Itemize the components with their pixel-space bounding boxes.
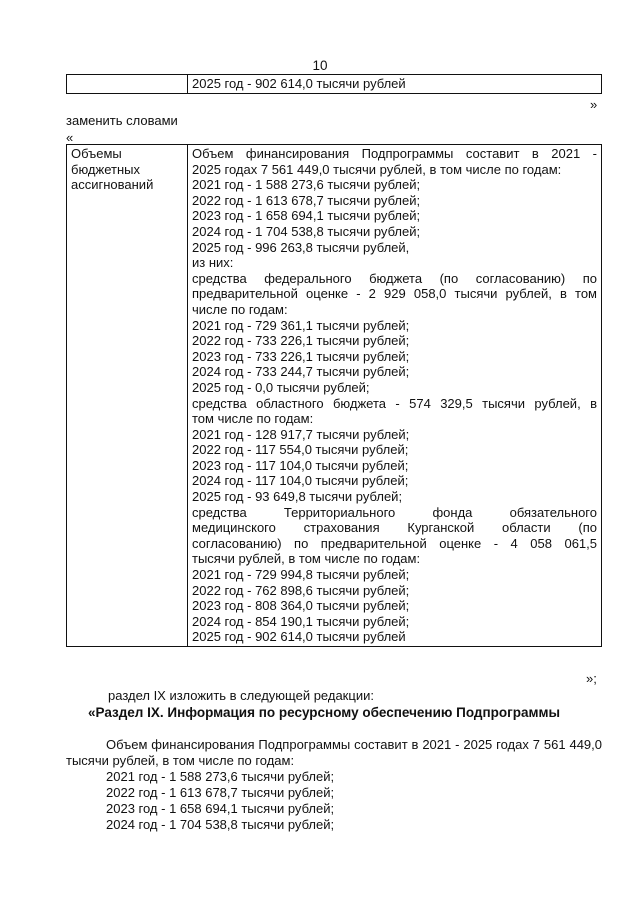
table-content-line: 2024 год - 733 244,7 тысячи рублей; [192, 364, 410, 380]
table-content-line: 2025 год - 93 649,8 тысячи рублей; [192, 489, 403, 505]
table-content-line: 2021 год - 128 917,7 тысячи рублей; [192, 426, 410, 442]
table-content-line: числе по годам: [192, 301, 288, 317]
table-content-line: 2025 год - 996 263,8 тысячи рублей, [192, 239, 410, 255]
closing-quote-semicolon: »; [586, 671, 597, 686]
list-item: 2023 год - 1 658 694,1 тысячи рублей; [106, 801, 335, 816]
table-content-line: согласованию) по предварительной оценке - 4 058 061,5 [192, 535, 597, 551]
budget-allocation-table [66, 144, 602, 647]
table-row [67, 75, 602, 94]
table-cell: 2025 год - 902 614,0 тысячи рублей [188, 75, 602, 94]
table-content-line: том числе по годам: [192, 411, 314, 427]
table-content-line: медицинского страхования Курганской области (по [192, 520, 597, 536]
table-content-line: 2025 год - 902 614,0 тысячи рублей [192, 629, 406, 645]
table-row [67, 145, 602, 647]
table-label-line: Объемы [71, 146, 122, 161]
opening-quote: « [66, 130, 74, 145]
table-content-line: из них: [192, 255, 234, 271]
table-content-line: 2022 год - 733 226,1 тысячи рублей; [192, 333, 410, 349]
table-content-line: 2021 год - 729 994,8 тысячи рублей; [192, 567, 410, 583]
table-content-line: 2022 год - 762 898,6 тысячи рублей; [192, 582, 410, 598]
table-content-line: средства федерального бюджета (по согласованию) по [192, 270, 597, 286]
table-cell-content [188, 145, 602, 647]
body-items-list [66, 769, 602, 833]
replace-words-text: заменить словами [66, 113, 178, 128]
table-content-line: 2021 год - 729 361,1 тысячи рублей; [192, 317, 410, 333]
table-content-line: 2022 год - 1 613 678,7 тысячи рублей; [192, 192, 421, 208]
body-paragraph: Объем финансирования Подпрограммы составит в 2021 - 2025 годах 7 561 449,0 тысячи рублей, в том числе по годам: [66, 737, 602, 768]
table-content-line: 2024 год - 1 704 538,8 тысячи рублей; [192, 223, 421, 239]
table-content-line: 2023 год - 808 364,0 тысячи рублей; [192, 598, 410, 614]
table-cell-label [67, 145, 188, 647]
section-heading: «Раздел IX. Информация по ресурсному обеспечению Подпрограммы [88, 705, 561, 720]
section-body [66, 737, 602, 833]
list-item: 2021 год - 1 588 273,6 тысячи рублей; [106, 769, 335, 784]
table-content-line: 2023 год - 1 658 694,1 тысячи рублей; [192, 208, 421, 224]
table-cell-empty [67, 75, 188, 94]
table-content-line: 2024 год - 117 104,0 тысячи рублей; [192, 473, 409, 489]
table-content-line: 2023 год - 117 104,0 тысячи рублей; [192, 457, 409, 473]
table-label-line: бюджетных [71, 161, 140, 177]
table-label-line: ассигнований [71, 177, 154, 193]
table-content-line: 2023 год - 733 226,1 тысячи рублей; [192, 348, 410, 364]
table-content-line: 2025 год - 0,0 тысячи рублей; [192, 379, 370, 395]
table-content-line: 2021 год - 1 588 273,6 тысячи рублей; [192, 177, 421, 193]
instruction-text: раздел IX изложить в следующей редакции: [108, 688, 374, 703]
table-content-line: 2024 год - 854 190,1 тысячи рублей; [192, 613, 410, 629]
table-content-line: Объем финансирования Подпрограммы составит в 2021 - [192, 146, 597, 161]
table-content-line: средства областного бюджета - 574 329,5 тысячи рублей, в [192, 395, 597, 411]
list-item: 2024 год - 1 704 538,8 тысячи рублей; [106, 817, 335, 832]
table-content-line: предварительной оценке - 2 929 058,0 тысячи рублей, в том [192, 286, 597, 302]
table-content-line: 2022 год - 117 554,0 тысячи рублей; [192, 442, 409, 458]
table-content-line: тысячи рублей, в том числе по годам: [192, 551, 421, 567]
page-number: 10 [312, 58, 328, 73]
list-item: 2022 год - 1 613 678,7 тысячи рублей; [106, 785, 335, 800]
table-content-line: 2025 годах 7 561 449,0 тысячи рублей, в том числе по годам: [192, 161, 562, 177]
top-table-fragment [66, 74, 602, 94]
closing-quote: » [590, 97, 598, 112]
table-content-line: средства Территориального фонда обязательного [192, 504, 597, 520]
